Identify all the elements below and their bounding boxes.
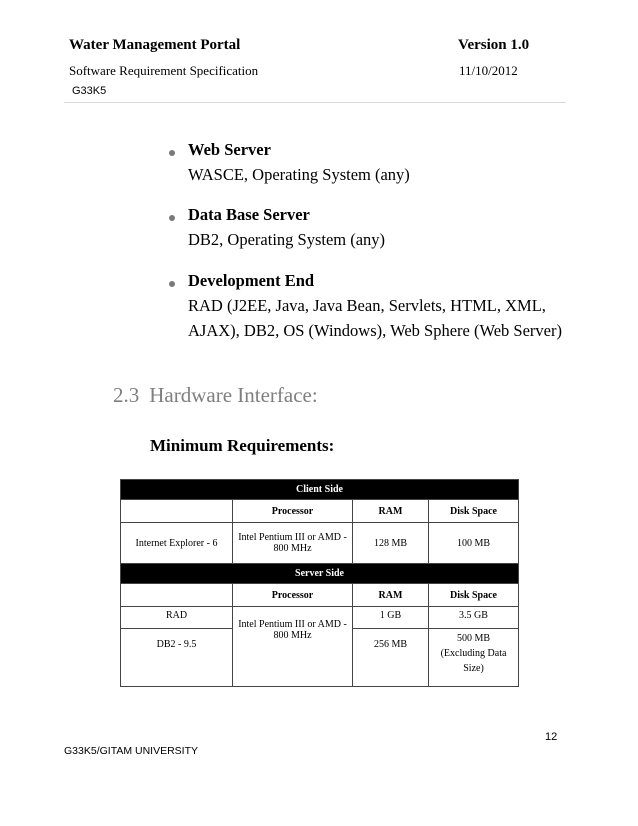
section-title: Hardware Interface:	[149, 383, 318, 407]
client-processor: Intel Pentium III or AMD - 800 MHz	[233, 523, 353, 564]
column-header-disk-space: Disk Space	[429, 584, 519, 607]
list-item-title: Web Server	[188, 140, 271, 159]
server-name: DB2 - 9.5	[121, 629, 233, 687]
server-disk	[429, 629, 519, 687]
page-number: 12	[545, 731, 558, 743]
table-cell	[121, 584, 233, 607]
bullet-icon	[169, 150, 175, 156]
column-header-disk-space: Disk Space	[429, 500, 519, 523]
section-number: 2.3	[113, 383, 140, 407]
server-disk: 3.5 GB	[429, 607, 519, 629]
column-header-ram: RAM	[353, 500, 429, 523]
server-ram: 1 GB	[353, 607, 429, 629]
list-item-title: Data Base Server	[188, 205, 310, 224]
document-code: G33K5	[72, 85, 107, 97]
column-header-ram: RAM	[353, 584, 429, 607]
section-heading	[113, 383, 318, 408]
table-cell	[121, 500, 233, 523]
column-header-processor: Processor	[233, 500, 353, 523]
document-subtitle: Software Requirement Specification	[69, 63, 259, 78]
bullet-icon	[169, 281, 175, 287]
column-header-processor: Processor	[233, 584, 353, 607]
table-row	[121, 584, 519, 607]
list-item-title: Development End	[188, 271, 315, 290]
server-name: RAD	[121, 607, 233, 629]
client-disk: 100 MB	[429, 523, 519, 564]
server-disk-note: (Excluding Data Size)	[440, 648, 507, 674]
server-ram: 256 MB	[353, 629, 429, 687]
client-name: Internet Explorer - 6	[121, 523, 233, 564]
subheading: Minimum Requirements:	[150, 436, 335, 455]
client-side-band: Client Side	[121, 480, 519, 500]
list-item-body: RAD (J2EE, Java, Java Bean, Servlets, HTML, XML, AJAX), DB2, OS (Windows), Web Sphere (Web Server)	[188, 296, 562, 340]
requirements-table	[120, 479, 519, 687]
document-version: Version 1.0	[458, 37, 530, 53]
table-row	[121, 564, 519, 584]
document-date: 11/10/2012	[459, 63, 518, 78]
document-title: Water Management Portal	[69, 37, 241, 53]
list-item-body: WASCE, Operating System (any)	[188, 165, 410, 184]
footer-text: G33K5/GITAM UNIVERSITY	[64, 745, 199, 757]
table-row	[121, 607, 519, 629]
bullet-icon	[169, 215, 175, 221]
server-disk-value: 500 MB	[456, 633, 491, 644]
table-row	[121, 523, 519, 564]
server-processor: Intel Pentium III or AMD - 800 MHz	[233, 607, 353, 687]
header-divider	[64, 102, 566, 103]
table-row	[121, 500, 519, 523]
table-row	[121, 480, 519, 500]
server-side-band: Server Side	[121, 564, 519, 584]
list-item-body: DB2, Operating System (any)	[188, 230, 386, 249]
client-ram: 128 MB	[353, 523, 429, 564]
